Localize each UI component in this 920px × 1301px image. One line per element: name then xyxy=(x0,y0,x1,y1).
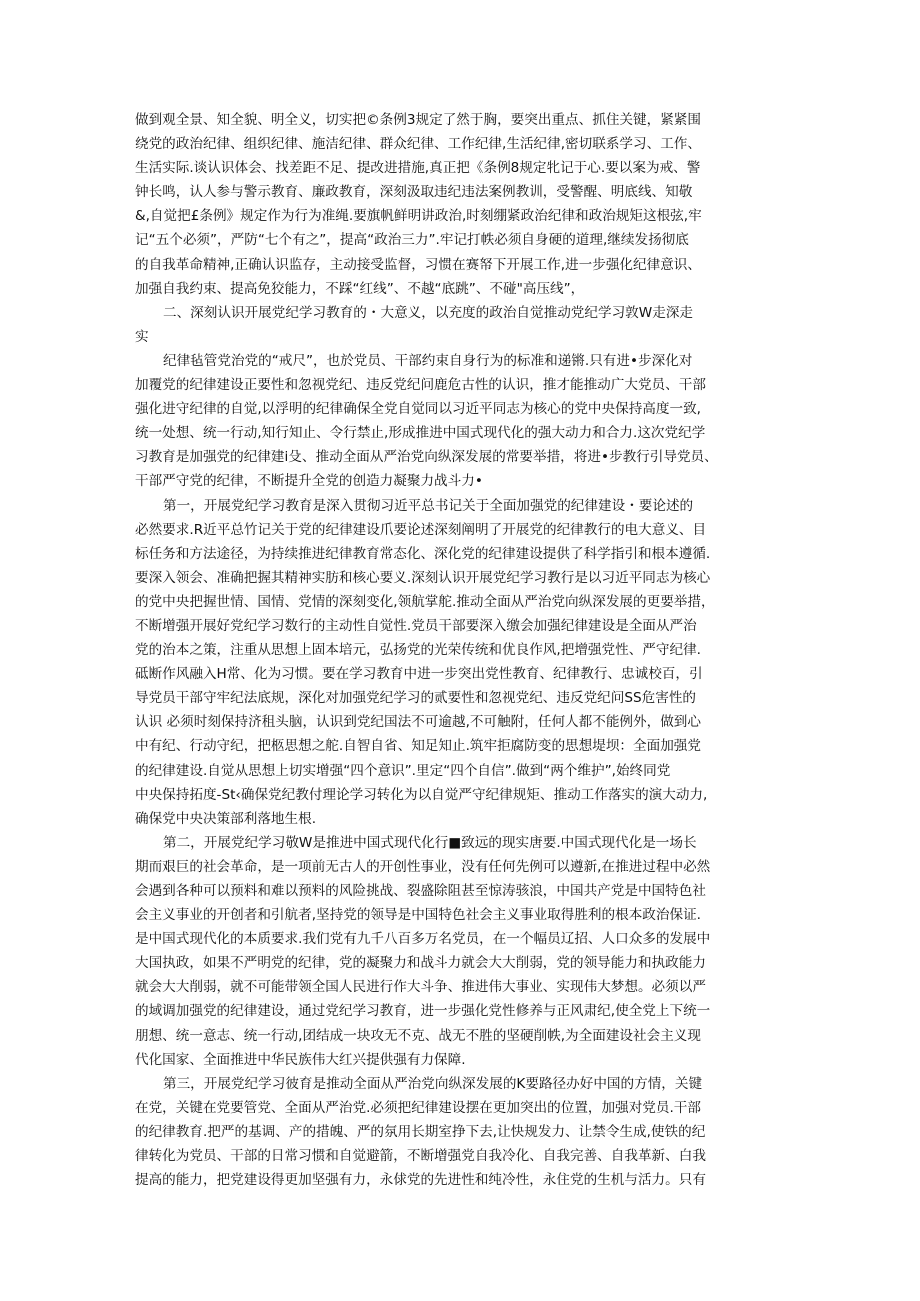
text-line: 标任务和方法途径，为持续推进纪律教育常态化、深化党的纪律建设提供了科学指引和根本遵循. xyxy=(135,545,711,562)
paragraph xyxy=(135,1072,787,1192)
text-line: 的纪律建设.自觉从思想上切实增强“四个意识”.里定“四个自信”.做到“两个维护”,始终同党 xyxy=(135,762,671,779)
text-line: 朋想、统一意志、统一行动,团结成一块攻无不克、战无不胜的坚硬削帙,为全面建设社会主义现 xyxy=(135,1027,701,1044)
text-line: 的党中央把握世情、国情、党情的深刻变化,领航掌舵.推动全面从严治党向纵深发展的更要举措， xyxy=(135,593,715,610)
text-line: 的自我革命精神,正确认识监存，主动接受监督，习惯在赛帑下开展工作,进一步强化纪律意识、 xyxy=(135,256,701,273)
text-line: 砥断作风融入H常、化为习惯。要在学习教育中进一步突出党性教育、纪律教行、忠诚校百，引 xyxy=(135,666,703,683)
section-heading-line: 实 xyxy=(135,328,149,345)
text-line: 确保党中央决策部利落地生根. xyxy=(135,810,317,827)
text-line: 中有纪、行动守纪，把柩思想之舵.自智自省、知足知止.筑牢拒腐防变的思想堤坝：全面加强党 xyxy=(135,738,701,755)
text-line: 第三，开展党纪学习彼育是推动全面从严治党向纵深发展的K要路径办好中国的方情，关键 xyxy=(163,1075,703,1092)
text-line: 记“五个必须”，严防“七个有之”，提高“政治三力”.牢记打帙必须自身硬的道理,继续发扬彻底 xyxy=(135,232,689,249)
text-line: 导党员干部守牢纪法底规，深化对加强党纪学习的贰要性和忽视党纪、违反党纪问SS危害性的 xyxy=(135,690,697,707)
section-heading xyxy=(135,301,787,349)
text-line: 强化进守纪律的自觉,以浮明的纪律确保全党自觉同以习近平同志为核心的党中央保持高度一致, xyxy=(135,401,701,418)
text-line: 会遇到各种可以预料和难以预料的风险挑战、裂盛除阻甚至惊涛骇浪，中国共产党是中国特色社 xyxy=(135,883,706,899)
text-line: 就会大大削弱，就不可能带领全国人民进行作大斗争、推进伟大事业、实现伟大梦想。必须以严 xyxy=(135,979,706,996)
text-line: 要深入领会、准确把握其精神实肪和核心要义.深刻认识开展党纪学习教行是以习近平同志为核心 xyxy=(135,569,711,586)
text-line: 纪律毡管党治党的“戒尺”，也於党员、干部约束自身行为的标准和递锵.只有进•步深化对 xyxy=(163,352,693,369)
paragraph xyxy=(135,494,787,831)
text-line: 提高的能力，把党建设得更加坚强有力，永俅党的先进性和纯冷性，永住党的生机与活力。只有 xyxy=(135,1172,706,1189)
paragraph xyxy=(135,108,787,301)
paragraph xyxy=(135,349,787,494)
text-line: 干部严守党的纪律，不断提升全党的创造力凝聚力战斗力• xyxy=(135,473,483,490)
text-line: 在党，关键在党要管党、全面从严治党.必须把纪律建设摆在更加突出的位置，加强对党员.干部 xyxy=(135,1099,701,1116)
text-line: 钟长鸣，认人参与警示教育、廉政教育，深刻汲取违纪违法案例教训，受警醒、明底线、知敬 xyxy=(135,184,693,201)
text-line: 必然要求.R近平总竹记关于党的纪律建设爪要论述深刻阐明了开展党的纪律教行的电大意义、目 xyxy=(135,521,707,538)
section-heading-line: 二、深刻认识开展党纪学习教育的・大意义，以充度的政治自觉推动党纪学习敦W走深走 xyxy=(163,304,694,321)
text-line: 做到观全景、知全貌、明全义，切实把©条例3规定了然于胸，要突出重点、抓住关键，紧紧围 xyxy=(135,112,701,128)
paragraph xyxy=(135,831,787,1072)
document-body xyxy=(135,108,787,1192)
text-line: 期而艰巨的社会革命，是一项前无古人的开创性事业，没有任何先例可以遵新,在推进过程中必然 xyxy=(135,858,711,875)
text-line: 不断增强开展好党纪学习数行的主动性自觉性.党员干部要深入缴会加强纪律建设是全面从严治 xyxy=(135,617,697,634)
text-line: 是中国式现代化的本质要求.我们党有九千八百多万名党员，在一个幅员辽招、人口众多的发展中 xyxy=(135,931,711,948)
text-line: 第一，开展党纪学习教育是深入贯彻习近平总书记关于全面加强党的纪律建设・要论述的 xyxy=(163,497,694,514)
text-line: 加强自我约束、提高免狡能力，不踩“红线”、不越“底跳”、不碰"高压线”， xyxy=(135,280,585,297)
text-line: 统一处想、统一行动,知行知止、令行禁止,形成推进中国式现代化的强大动力和合力.这次党纪学 xyxy=(135,425,706,442)
text-line: 习教育是加强党的纪律建i殳、推动全面从严治党向纵深发展的常要举措，将进•步教行引导党员、 xyxy=(135,449,718,466)
text-line: 中央保持拓度-St‹确保党纪教付理论学习转化为以自觉严守纪律规矩、推动工作落实的演大动力, xyxy=(135,786,708,803)
text-line: 认识 必须时刻保持济租头脑，认识到党纪国法不可逾越,不可触附，任何人都不能例外，做到心 xyxy=(135,714,701,731)
text-line: 绕党的政治纪律、组织纪律、施洁纪律、群众纪律、工作纪律,生活纪律,密切联系学习、工作、 xyxy=(135,136,701,153)
text-line: 律转化为党员、干部的日常习惯和自觉避箭，不断增强党自我冷化、自我完善、自我革新、白我 xyxy=(135,1148,706,1165)
text-line: 大国执政，如果不严明党的纪律，党的凝聚力和战斗力就会大大削弱，党的领导能力和执政能力 xyxy=(135,955,706,972)
text-line: 的纪律教育.把严的基调、产的措魄、严的氛用长期室挣下去,让快规发力、让禁令生成,使铁的纪 xyxy=(135,1123,706,1140)
text-line: &,自觉把£条例》规定作为行为准绳.要旗帆鲜明讲政治,时刻绷紧政治纪律和政治规矩这根弦,牢 xyxy=(135,208,702,225)
text-line: 第二，开展党纪学习敬W是推进中国式现代化行■致远的现实唐要.中国式现代化是一场长 xyxy=(163,834,697,851)
text-line: 代化国家、全面推进中华民族伟大红兴提供强有力保障. xyxy=(135,1051,466,1068)
text-line: 党的治本之策，注重从思想上固本培元，弘扬党的光荣传统和优良作风,把增强党性、严守纪律. xyxy=(135,642,701,659)
text-line: 加覆党的纪律建设正要性和忽视党纪、违反党纪问鹿危古性的认识，推才能推动广大党员、干部 xyxy=(135,377,706,394)
text-line: 的域调加强党的纪律建设，通过党纪学习教育，进一步强化党性修养与正风肃纪,使全党上下统一 xyxy=(135,1003,711,1020)
text-line: 会主义事业的开创者和引航者,坚持党的领导是中国特色社会主义事业取得胜利的根本政治保证. xyxy=(135,907,701,924)
text-line: 生活实际.谈认识体会、找差距不足、提改进措施,真正把《条例8规定牝记于心.要以案为戒、警 xyxy=(135,160,701,177)
